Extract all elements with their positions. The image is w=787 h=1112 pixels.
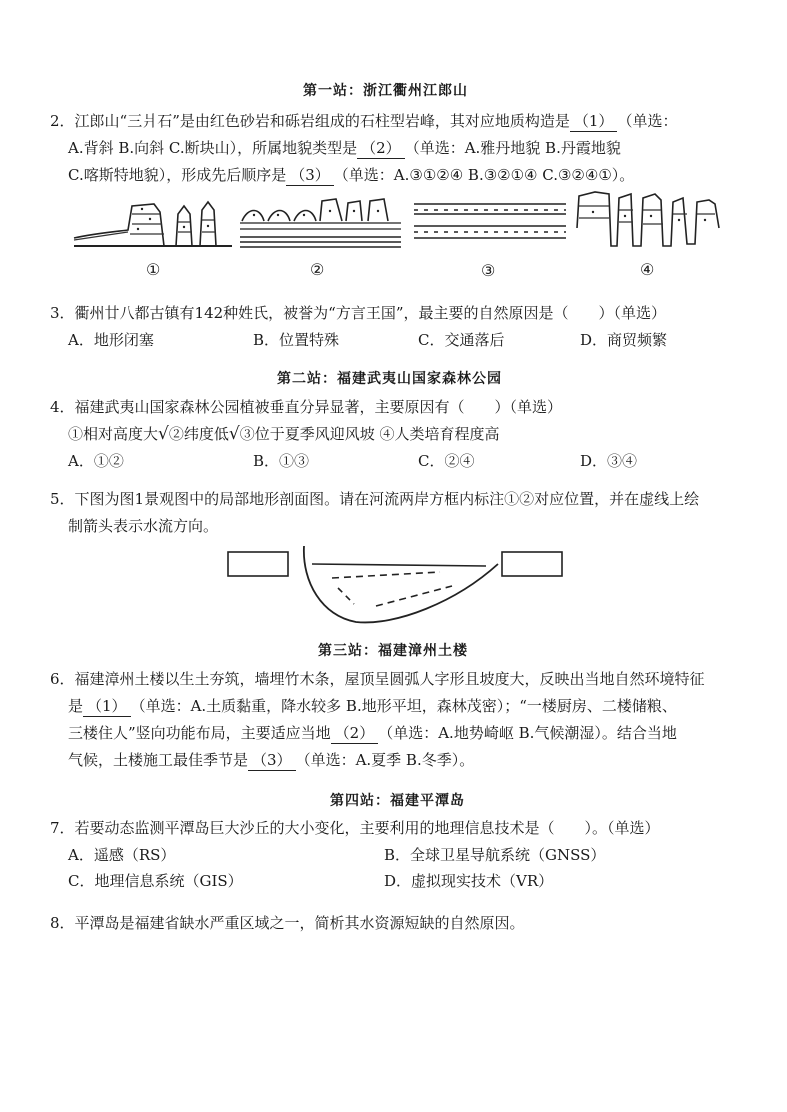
right-bank-box (502, 552, 562, 576)
river-channel (304, 546, 498, 622)
q4-option-a[interactable]: A．①② (68, 452, 124, 470)
q4-stem: 4．福建武夷山国家森林公园植被垂直分异显著，主要原因有（ ）（单选） (50, 398, 563, 416)
landform-figure-4 (575, 188, 723, 254)
q4-option-c[interactable]: C．②④ (418, 452, 475, 470)
section-title-1: 第一站：浙江衢州江郎山 (303, 83, 468, 99)
q6-blank-3[interactable]: （3） (248, 749, 296, 771)
check-mark-icon: √ (158, 424, 169, 444)
q7-option-c[interactable]: C．地理信息系统（GIS） (68, 872, 243, 890)
figure-label-2: ② (310, 260, 325, 279)
q2-line-1 (50, 110, 677, 132)
q3-stem: 3．衢州廿八都古镇有142种姓氏，被誉为“方言王国”，最主要的自然原因是（ ）（单选） (50, 304, 667, 322)
q7-option-d[interactable]: D．虚拟现实技术（VR） (384, 872, 554, 890)
q2-text: C.喀斯特地貌），形成先后顺序是 (68, 166, 287, 184)
q6-text: 三楼住人”竖向功能布局，主要适应当地 (68, 724, 331, 742)
q3-option-d[interactable]: D．商贸频繁 (580, 331, 668, 349)
q2-blank-2[interactable]: （2） (357, 137, 405, 159)
q2-line-2 (68, 137, 621, 159)
q2-blank-1[interactable]: （1） (570, 110, 618, 132)
q5-line-1: 5．下图为图1景观图中的局部地形剖面图。请在河流两岸方框内标注①②对应位置，并在虚线上绘 (50, 490, 700, 508)
q6-text: 是 (68, 697, 84, 715)
q6-line-1: 6．福建漳州土楼以生土夯筑，墙埋竹木条，屋顶呈圆弧人字形且坡度大，反映出当地自然环境特征 (50, 670, 705, 688)
q2-line-3 (68, 164, 634, 186)
q4-option-b[interactable]: B．①③ (253, 452, 310, 470)
landform-figure-2 (238, 195, 403, 250)
q2-text: 2．江郎山“三爿石”是由红色砂岩和砾岩组成的石柱型岩峰，其对应地质构造是 (50, 112, 570, 130)
q4-option-d[interactable]: D．③④ (580, 452, 638, 470)
q4-item-3-4: ③位于夏季风迎风坡 ④人类培育程度高 (239, 425, 500, 443)
section-title-3: 第三站：福建漳州土楼 (318, 643, 468, 659)
q3-option-a[interactable]: A．地形闭塞 (68, 331, 154, 349)
q6-text: （单选：A.土质黏重，降水较多 B.地形平坦，森林茂密）；“一楼厨房、二楼储粮、 (130, 697, 677, 715)
q6-line-2 (68, 695, 677, 717)
dashed-line-upper (332, 572, 440, 578)
q7-option-a[interactable]: A．遥感（RS） (68, 846, 176, 864)
figure-label-4: ④ (640, 260, 655, 279)
q4-item-1: ①相对高度大 (68, 425, 159, 443)
landform-figure-3 (410, 200, 570, 250)
q6-blank-2[interactable]: （2） (331, 722, 379, 744)
q6-text: 气候，土楼施工最佳季节是 (68, 751, 249, 769)
q5-line-2: 制箭头表示水流方向。 (68, 517, 219, 535)
q2-text: （单选：A.③①②④ B.③②①④ C.③②④①）。 (333, 166, 635, 184)
q6-line-4 (68, 749, 474, 771)
q4-item-2: ②纬度低 (168, 425, 229, 443)
q4-items (68, 423, 500, 444)
q2-text: （单选：A.雅丹地貌 B.丹霞地貌 (404, 139, 621, 157)
landform-figure-1 (72, 192, 234, 252)
q6-blank-1[interactable]: （1） (83, 695, 131, 717)
figure-label-1: ① (146, 260, 161, 279)
q3-option-c[interactable]: C．交通落后 (418, 331, 505, 349)
q7-option-b[interactable]: B．全球卫星导航系统（GNSS） (384, 846, 606, 864)
section-title-2: 第二站：福建武夷山国家森林公园 (277, 371, 502, 387)
q6-line-3 (68, 722, 677, 744)
section-title-4: 第四站：福建平潭岛 (330, 793, 465, 809)
q2-blank-3[interactable]: （3） (286, 164, 334, 186)
q2-text: （单选： (617, 112, 678, 130)
q7-stem: 7．若要动态监测平潭岛巨大沙丘的大小变化，主要利用的地理信息技术是（ ）。（单选） (50, 819, 660, 837)
water-surface (312, 564, 486, 566)
river-profile-diagram (226, 542, 566, 632)
q8-stem: 8．平潭岛是福建省缺水严重区域之一，简析其水资源短缺的自然原因。 (50, 914, 525, 932)
dashed-line-left (338, 588, 354, 604)
figure-label-3: ③ (481, 261, 496, 280)
q6-text: （单选：A.夏季 B.冬季）。 (295, 751, 475, 769)
q2-text: A.背斜 B.向斜 C.断块山），所属地貌类型是 (68, 139, 358, 157)
q3-option-b[interactable]: B．位置特殊 (253, 331, 340, 349)
q6-text: （单选：A.地势崎岖 B.气候潮湿）。结合当地 (378, 724, 677, 742)
left-bank-box (228, 552, 288, 576)
check-mark-icon: √ (228, 424, 240, 444)
